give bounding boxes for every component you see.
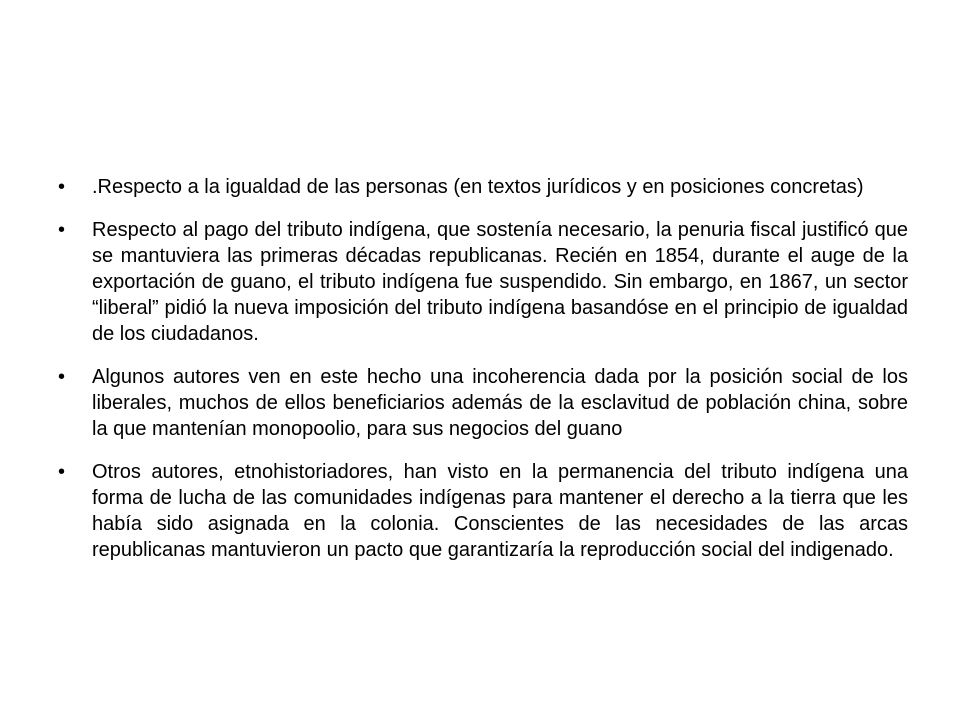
bullet-icon: • — [58, 461, 66, 483]
bullet-item-incoherencia — [58, 364, 908, 442]
bullet-text: Otros autores, etnohistoriadores, han visto en la permanencia del tributo indígena una forma de lucha de las comunidades indígenas para mantener el derecho a la tierra que les había sido asignada en la colonia. Conscientes de las necesidades de las arcas republicanas mantuvieron un pacto que garantizaría la reproducción social del indigenado. — [92, 461, 908, 561]
bullet-icon: • — [58, 176, 66, 198]
bullet-item-tributo — [58, 217, 908, 347]
bullet-item-etnohistoriadores — [58, 459, 908, 563]
bullet-icon: • — [58, 366, 66, 388]
bullet-text: .Respecto a la igualdad de las personas (en textos jurídicos y en posiciones concretas) — [92, 176, 864, 198]
bullet-list — [58, 174, 908, 580]
bullet-text: Respecto al pago del tributo indígena, que sostenía necesario, la penuria fiscal justificó que se mantuviera las primeras décadas republicanas. Recién en 1854, durante el auge de la exportación de guano, el tributo indígena fue suspendido. Sin embargo, en 1867, un sector “liberal” pidió la nueva imposición del tributo indígena basandóse en el principio de igualdad de los ciudadanos. — [92, 219, 908, 345]
bullet-icon: • — [58, 219, 66, 241]
bullet-item-igualdad — [58, 174, 908, 200]
bullet-text: Algunos autores ven en este hecho una incoherencia dada por la posición social de los liberales, muchos de ellos beneficiarios además de la esclavitud de población china, sobre la que mantenían monopoolio, para sus negocios del guano — [92, 366, 908, 440]
